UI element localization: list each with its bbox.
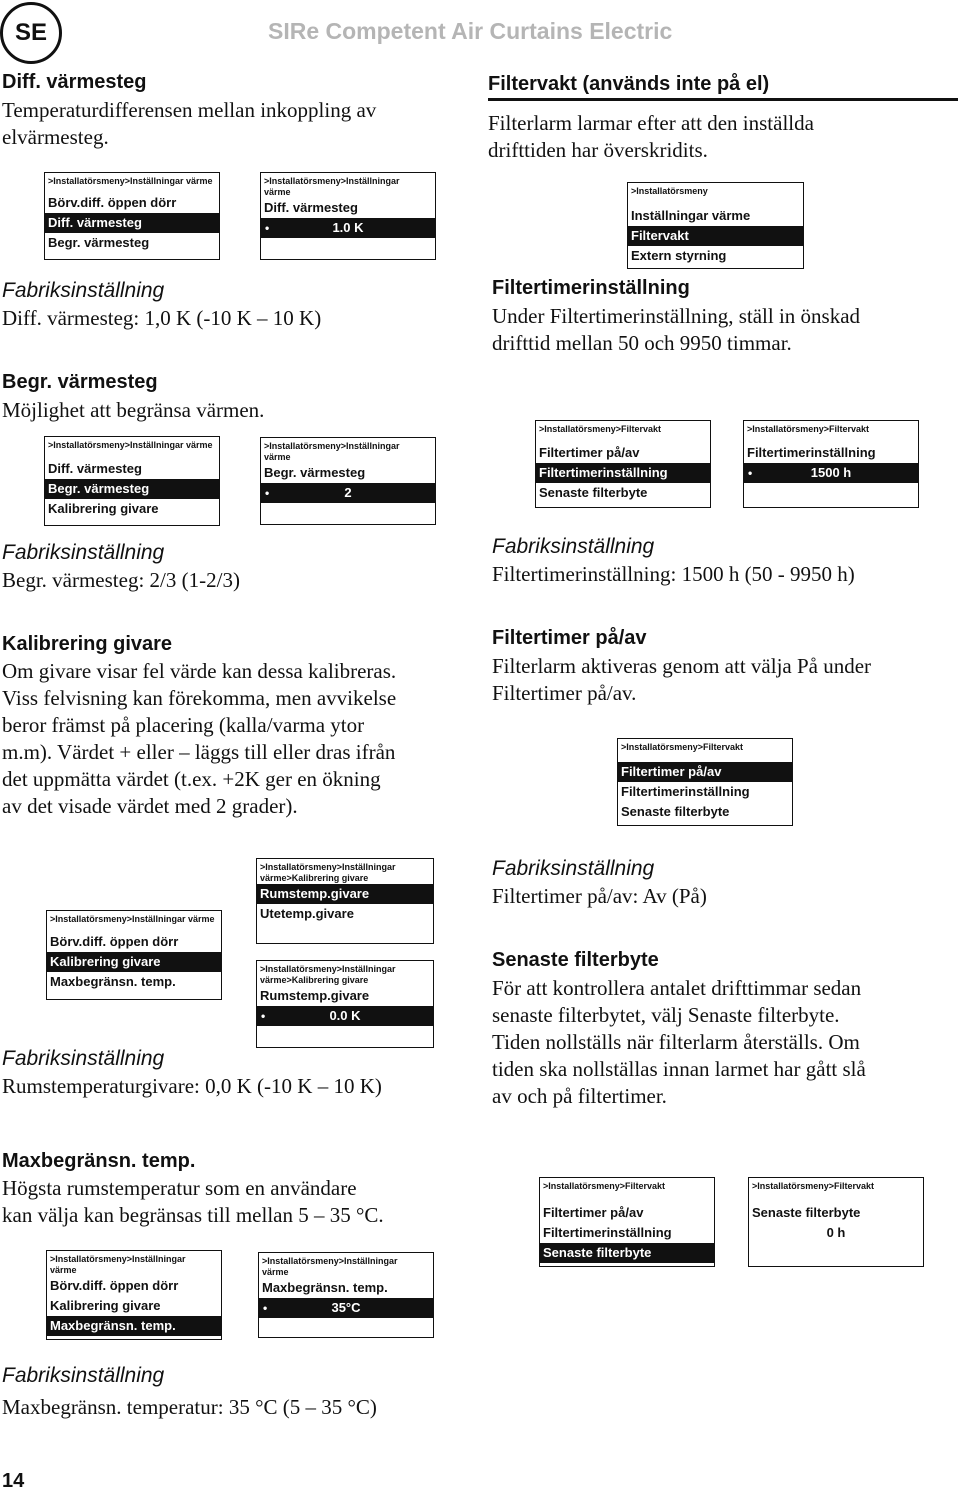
section-heading-filtertimerinstallning: Filtertimerinställning (492, 277, 690, 299)
body-line: m.m). Värdet + eller – läggs till eller dras ifrån (2, 740, 396, 764)
menu-path: >Installatörsmeny>Inställningar värme (262, 1256, 398, 1277)
menu-screen (535, 420, 711, 508)
body-line: Temperaturdifferensen mellan inkoppling av (2, 98, 377, 122)
menu-item[interactable]: Filtertimerinställning (621, 784, 750, 799)
value-text: 2 (344, 485, 352, 500)
value-text: 1.0 K (332, 220, 364, 235)
body-line: det uppmätta värdet (t.ex. +2K ger en ökning (2, 767, 381, 791)
menu-item[interactable]: Utetemp.givare (260, 906, 354, 921)
menu-item-selected[interactable]: Rumstemp.givare (257, 884, 433, 904)
menu-item-selected[interactable]: Begr. värmesteg (45, 479, 219, 499)
body-line: tiden ska nollställas innan larmet har gått slå (492, 1057, 866, 1081)
value-screen (748, 1177, 924, 1267)
factory-setting-value: Diff. värmesteg: 1,0 K (-10 K – 10 K) (2, 306, 322, 330)
factory-setting-title: Fabriksinställning (492, 857, 655, 880)
menu-path: >Installatörsmeny>Inställningar värme (50, 1254, 186, 1275)
value-screen (256, 960, 434, 1048)
factory-setting-title: Fabriksinställning (492, 535, 655, 558)
body-line: Viss felvisning kan förekomma, men avvikelse (2, 686, 397, 710)
value-text: 0 h (826, 1225, 846, 1240)
section-body-filtertimerinstallning (492, 303, 860, 357)
menu-path: >Installatörsmeny>Inställningar värme (264, 441, 400, 462)
section-heading-begr: Begr. värmesteg (2, 371, 158, 393)
menu-screen (44, 172, 220, 260)
menu-item[interactable]: Börv.diff. öppen dörr (50, 934, 179, 949)
value-label: Filtertimerinställning (747, 445, 876, 460)
menu-path: >Installatörsmeny>Inställningar värme>Kalibrering givare (260, 964, 396, 985)
menu-item[interactable]: Filtertimer på/av (539, 445, 640, 460)
value-label: Diff. värmesteg (264, 200, 358, 215)
menu-screen (46, 1250, 222, 1340)
menu-item-selected[interactable]: Diff. värmesteg (45, 213, 219, 233)
body-line: kan välja kan begränsas till mellan 5 – 35 °C. (2, 1203, 384, 1227)
factory-setting-title: Fabriksinställning (2, 279, 165, 302)
bullet-icon: • (265, 486, 270, 500)
menu-path: >Installatörsmeny>Inställningar värme (50, 914, 215, 924)
value-field[interactable] (259, 1298, 433, 1318)
section-body-filtertimer-pa-av (492, 653, 871, 707)
menu-item[interactable]: Inställningar värme (631, 208, 751, 223)
menu-item[interactable]: Filtertimerinställning (543, 1225, 672, 1240)
value-label: Rumstemp.givare (260, 988, 370, 1003)
section-heading-filtertimer-pa-av: Filtertimer på/av (492, 627, 647, 649)
menu-item[interactable]: Börv.diff. öppen dörr (50, 1278, 179, 1293)
menu-path: >Installatörsmeny>Filtervakt (747, 424, 870, 434)
body-line: av och på filtertimer. (492, 1084, 667, 1108)
menu-item-selected[interactable]: Senaste filterbyte (540, 1243, 714, 1263)
menu-item[interactable]: Kalibrering givare (50, 1298, 161, 1313)
menu-item-selected[interactable]: Filtertimerinställning (536, 463, 710, 483)
body-line: Filterlarm aktiveras genom att välja På under (492, 654, 872, 678)
value-field[interactable] (749, 1223, 923, 1243)
value-label: Maxbegränsn. temp. (262, 1280, 388, 1295)
menu-screen (627, 182, 804, 269)
factory-setting-title: Fabriksinställning (2, 1047, 165, 1070)
menu-item[interactable]: Senaste filterbyte (621, 804, 730, 819)
factory-setting-value: Maxbegränsn. temperatur: 35 °C (5 – 35 °C) (2, 1395, 377, 1419)
menu-path: >Installatörsmeny>Inställningar värme (48, 176, 213, 186)
value-text: 0.0 K (329, 1008, 361, 1023)
menu-path: >Installatörsmeny>Filtervakt (621, 742, 744, 752)
body-line: Tiden nollställs när filterlarm återställs. Om (492, 1030, 860, 1054)
value-field[interactable] (257, 1006, 433, 1026)
factory-setting-value: Begr. värmesteg: 2/3 (1-2/3) (2, 568, 240, 592)
section-body-kalibrering (2, 658, 396, 820)
body-line: Om givare visar fel värde kan dessa kalibreras. (2, 659, 397, 683)
menu-path: >Installatörsmeny>Filtervakt (543, 1181, 666, 1191)
body-line: drifttid mellan 50 och 9950 timmar. (492, 331, 792, 355)
factory-setting-value: Filtertimer på/av: Av (På) (492, 884, 707, 908)
menu-item[interactable]: Maxbegränsn. temp. (50, 974, 176, 989)
value-field[interactable] (261, 218, 435, 238)
menu-item[interactable]: Senaste filterbyte (539, 485, 648, 500)
factory-setting-title: Fabriksinställning (2, 541, 165, 564)
menu-item-selected[interactable]: Filtertimer på/av (618, 762, 792, 782)
value-screen (258, 1252, 434, 1338)
section-body-filtervakt (488, 110, 814, 164)
value-screen (260, 172, 436, 260)
section-body-begr: Möjlighet att begränsa värmen. (2, 398, 265, 422)
bullet-icon: • (748, 466, 753, 480)
menu-item-selected[interactable]: Maxbegränsn. temp. (47, 1316, 221, 1336)
value-field[interactable] (744, 463, 918, 483)
value-screen (743, 420, 919, 508)
menu-path: >Installatörsmeny (631, 186, 708, 196)
page-number: 14 (2, 1470, 25, 1492)
body-line: Högsta rumstemperatur som en användare (2, 1176, 357, 1200)
section-heading-senaste-filterbyte: Senaste filterbyte (492, 949, 659, 971)
section-heading-maxbegransn: Maxbegränsn. temp. (2, 1150, 196, 1172)
value-label: Senaste filterbyte (752, 1205, 861, 1220)
section-body-diff (2, 97, 376, 151)
section-heading-kalibrering: Kalibrering givare (2, 633, 173, 655)
body-line: senaste filterbytet, välj Senaste filterbyte. (492, 1003, 840, 1027)
body-line: Filterlarm larmar efter att den inställda (488, 111, 814, 135)
section-heading-filtervakt: Filtervakt (används inte på el) (488, 73, 770, 95)
menu-path: >Installatörsmeny>Filtervakt (752, 1181, 875, 1191)
body-line: Under Filtertimerinställning, ställ in önskad (492, 304, 861, 328)
body-line: av det visade värdet med 2 grader). (2, 794, 298, 818)
body-line: elvärmesteg. (2, 125, 109, 149)
menu-item[interactable]: Kalibrering givare (48, 501, 159, 516)
menu-path: >Installatörsmeny>Inställningar värme (264, 176, 400, 197)
value-label: Begr. värmesteg (264, 465, 366, 480)
factory-setting-value: Filtertimerinställning: 1500 h (50 - 9950 h) (492, 562, 855, 586)
body-line: beror främst på placering (kalla/varma ytor (2, 713, 365, 737)
menu-path: >Installatörsmeny>Filtervakt (539, 424, 662, 434)
document-title: SIRe Competent Air Curtains Electric (268, 18, 673, 44)
value-field[interactable] (261, 483, 435, 503)
body-line: För att kontrollera antalet drifttimmar sedan (492, 976, 862, 1000)
menu-screen (46, 910, 222, 1000)
menu-item[interactable]: Börv.diff. öppen dörr (48, 195, 177, 210)
heading-rule (488, 98, 958, 101)
body-line: Filtertimer på/av. (492, 681, 637, 705)
menu-item[interactable]: Extern styrning (631, 248, 727, 263)
menu-item[interactable]: Begr. värmesteg (48, 235, 150, 250)
menu-path: >Installatörsmeny>Inställningar värme (48, 440, 213, 450)
menu-screen (44, 436, 220, 526)
menu-item-selected[interactable]: Filtervakt (628, 226, 803, 246)
bullet-icon: • (261, 1009, 266, 1023)
language-badge: SE (0, 2, 62, 64)
bullet-icon: • (265, 221, 270, 235)
factory-setting-value: Rumstemperaturgivare: 0,0 K (-10 K – 10 K) (2, 1074, 382, 1098)
menu-screen (256, 858, 434, 944)
body-line: drifttiden har överskridits. (488, 138, 708, 162)
menu-item[interactable]: Filtertimer på/av (543, 1205, 644, 1220)
menu-screen (539, 1177, 715, 1267)
section-body-senaste-filterbyte (492, 975, 866, 1110)
menu-item-selected[interactable]: Kalibrering givare (47, 952, 221, 972)
menu-path: >Installatörsmeny>Inställningar värme>Kalibrering givare (260, 862, 396, 883)
value-text: 1500 h (810, 465, 852, 480)
menu-item[interactable]: Diff. värmesteg (48, 461, 142, 476)
section-heading-diff: Diff. värmesteg (2, 71, 147, 93)
menu-screen (617, 738, 793, 826)
value-screen (260, 437, 436, 525)
value-text: 35°C (331, 1300, 361, 1315)
bullet-icon: • (263, 1301, 268, 1315)
factory-setting-title: Fabriksinställning (2, 1364, 165, 1387)
section-body-maxbegransn (2, 1175, 384, 1229)
